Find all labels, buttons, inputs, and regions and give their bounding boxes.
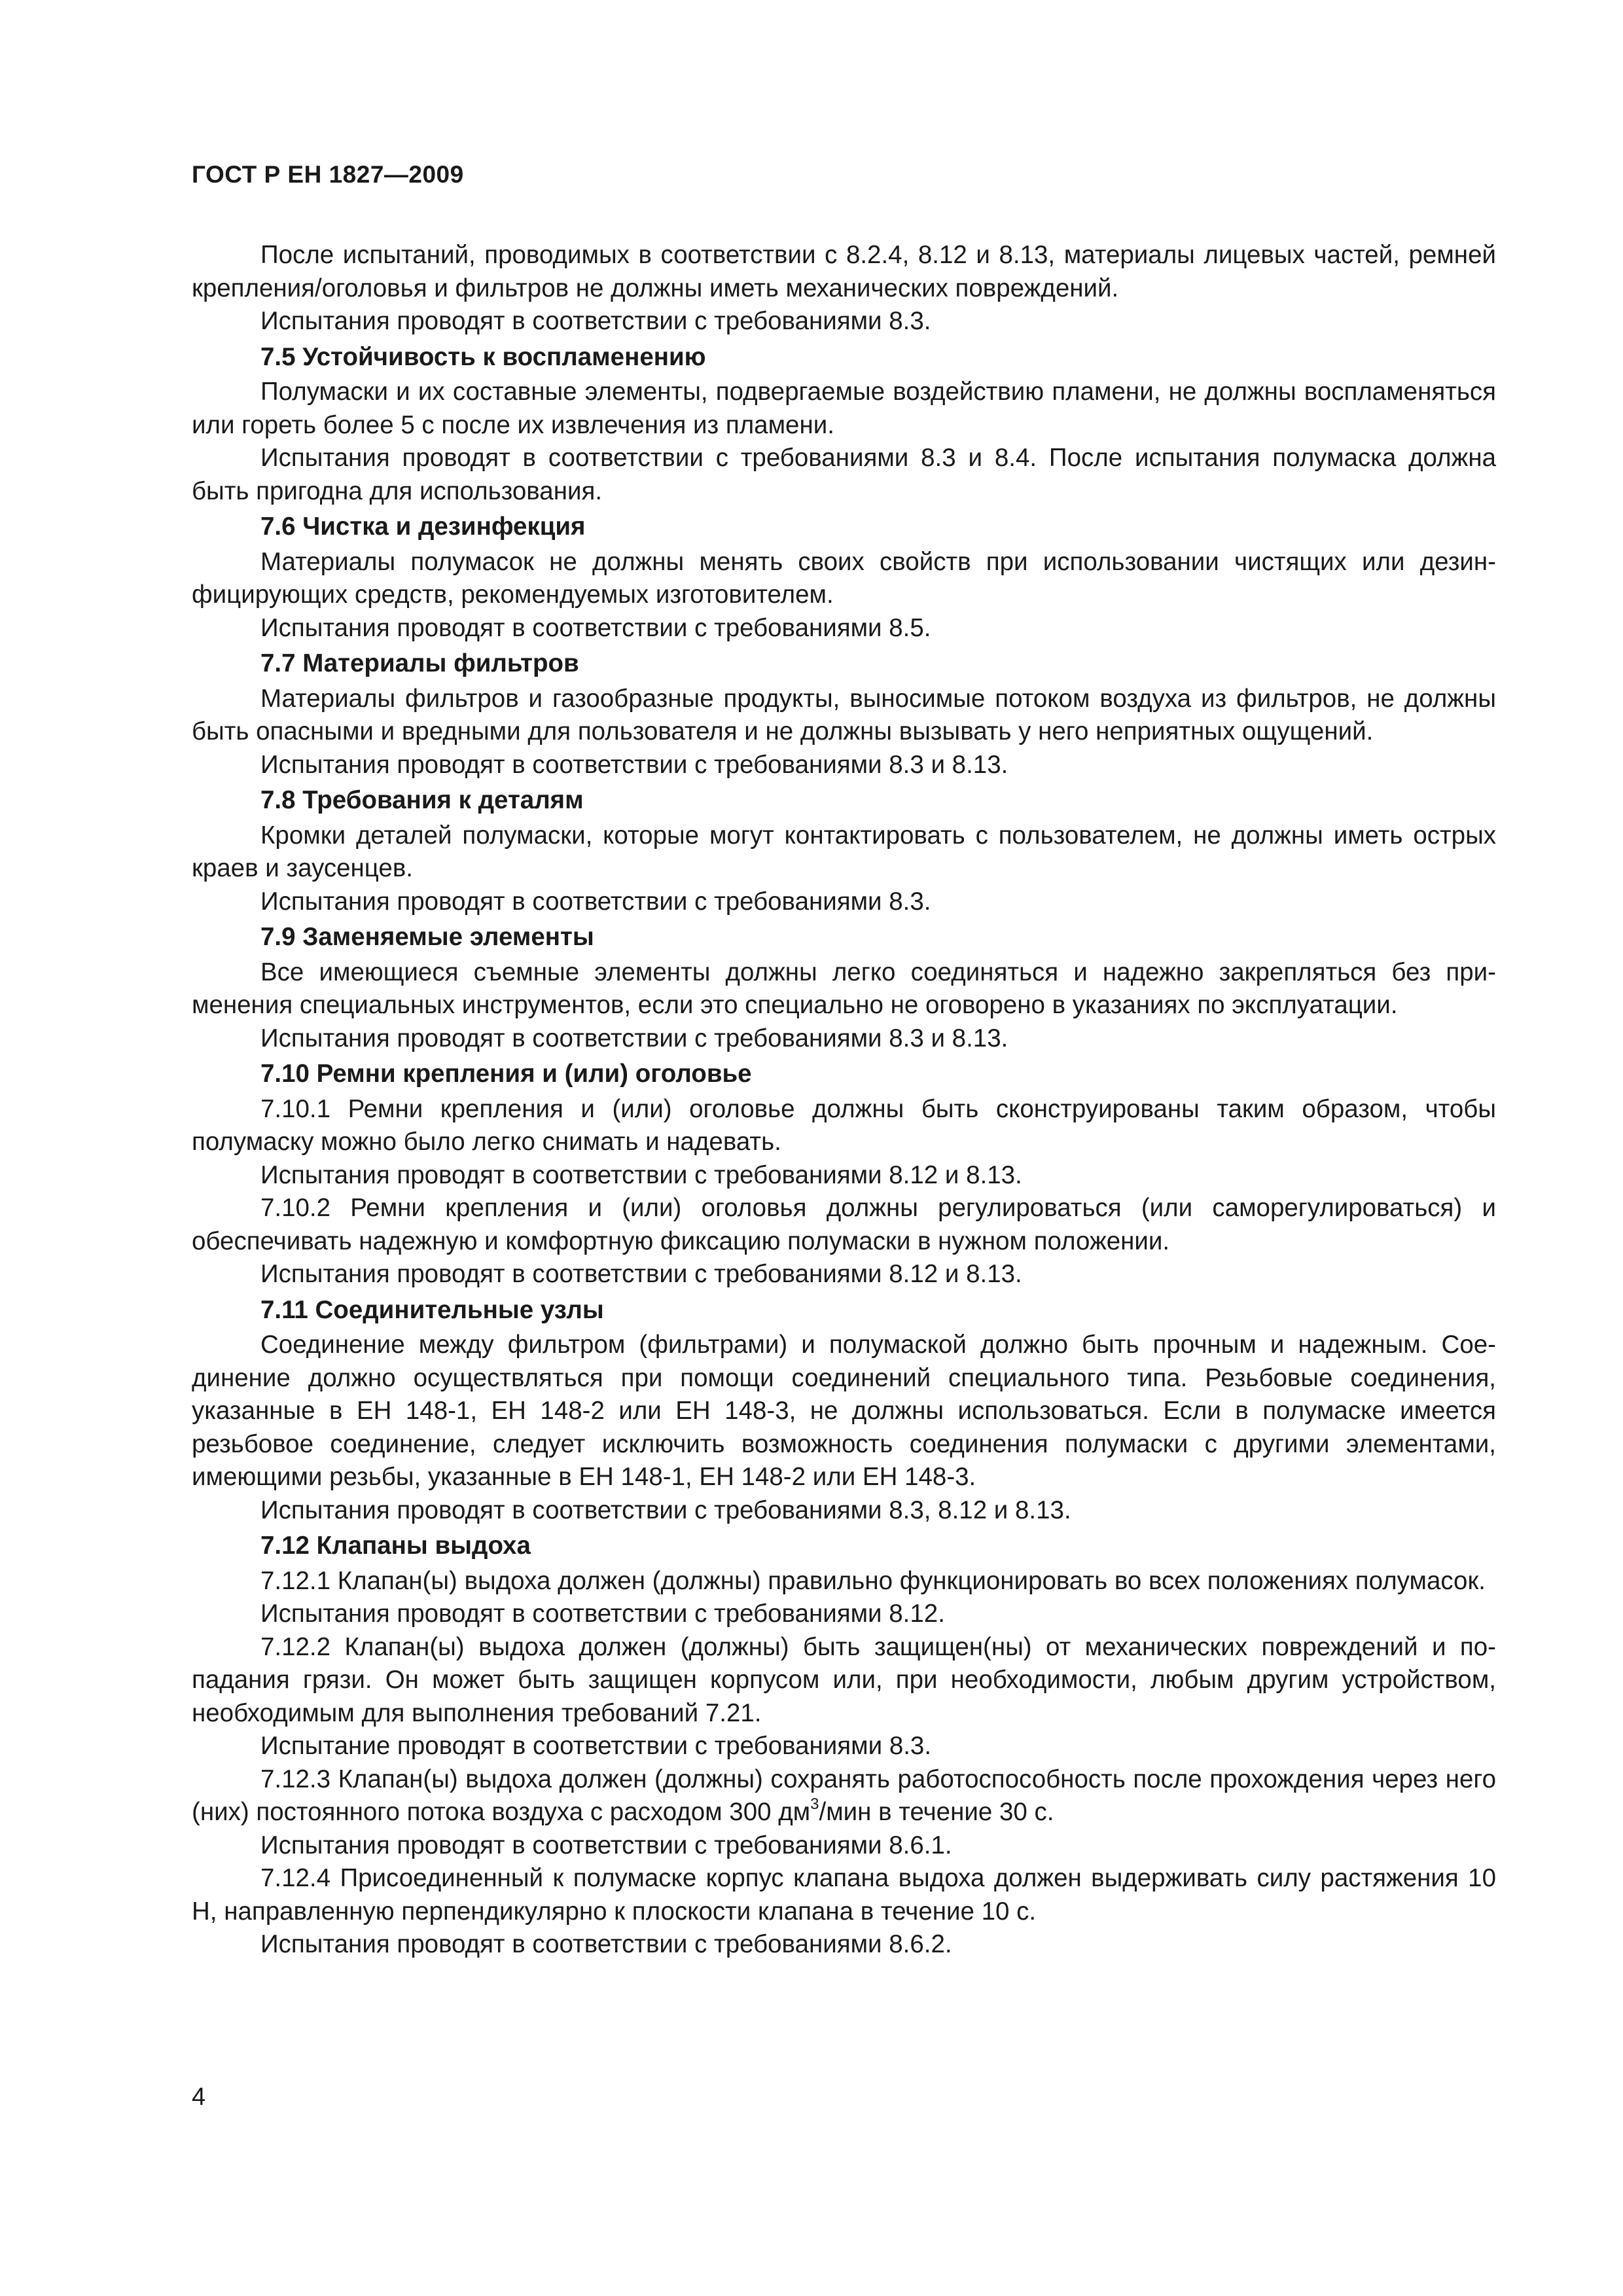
paragraph: Испытания проводят в соответствии с требованиями 8.3, 8.12 и 8.13.: [260, 1496, 1071, 1524]
paragraph: 7.12.2 Клапан(ы) выдоха должен (должны) быть защищен(ны) от механических повреждений и попадания грязи. Он может быть защищен корпусом или, при необходимости, любым другим устройством, необходимым для выполнения требований 7.21.: [192, 1632, 1496, 1727]
section-heading: 7.10 Ремни крепления и (или) оголовье: [260, 1060, 752, 1088]
paragraph: Материалы полумасок не должны менять своих свойств при использовании чистящих или дезинфицирующих средств, рекомендуемых изготовителем.: [192, 547, 1496, 609]
paragraph: Испытания проводят в соответствии с требованиями 8.12 и 8.13.: [260, 1160, 1022, 1189]
paragraph: Испытания проводят в соответствии с требованиями 8.3 и 8.13.: [260, 1024, 1008, 1052]
section-heading: 7.5 Устойчивость к воспламенению: [260, 342, 706, 371]
section-heading: 7.7 Материалы фильтров: [260, 649, 579, 677]
paragraph-text: 7.12.3 Клапан(ы) выдоха должен (должны) сохранять работоспособность после прохождения через него (них) постоянного потока воздуха с расходом 300 дм: [192, 1765, 1496, 1826]
section-heading: 7.12 Клапаны выдоха: [260, 1532, 531, 1560]
paragraph: Соединение между фильтром (фильтрами) и полумаской должно быть прочным и надежным. Соединение должно осуществляться при помощи соединений специального типа. Резьбовые соединения, указанные в ЕН 148-1, ЕН 148-2 или ЕН 148-3, не должны использоваться. Если в полумаске имеется резьбовое соединение, следует исключить возможность соединения полумаски с другими элементами, имеющими резьбы, указанные в ЕН 148-1, ЕН 148-2 или ЕН 148-3.: [192, 1331, 1496, 1491]
paragraph: Испытания проводят в соответствии с требованиями 8.12 и 8.13.: [260, 1260, 1022, 1288]
paragraph: Испытания проводят в соответствии с требованиями 8.5.: [260, 613, 931, 642]
paragraph: Испытания проводят в соответствии с требованиями 8.3 и 8.13.: [260, 750, 1008, 779]
superscript: 3: [810, 1795, 819, 1814]
paragraph: Испытания проводят в соответствии с требованиями 8.12.: [260, 1600, 945, 1628]
paragraph: Испытания проводят в соответствии с требованиями 8.3.: [260, 307, 931, 335]
paragraph: Испытания проводят в соответствии с требованиями 8.6.1.: [260, 1831, 952, 1859]
paragraph: Материалы фильтров и газообразные продукты, выносимые потоком воздуха из фильтров, не должны быть опасными и вредными для пользователя и не должны вызывать у него неприятных ощущений.: [192, 684, 1496, 745]
paragraph-text: /мин в течение 30 с.: [819, 1798, 1054, 1826]
document-header: ГОСТ Р ЕН 1827—2009: [192, 161, 464, 188]
document-body: [192, 239, 1496, 1962]
paragraph: 7.12.1 Клапан(ы) выдоха должен (должны) правильно функционировать во всех положениях полумасок.: [260, 1566, 1486, 1595]
paragraph: 7.10.2 Ремни крепления и (или) оголовья должны регулироваться (или саморегулироваться) и обеспечивать надежную и комфортную фиксацию полумаски в нужном положении.: [192, 1194, 1496, 1255]
paragraph: Кромки деталей полумаски, которые могут контактировать с пользователем, не должны иметь острых краев и заусенцев.: [192, 821, 1496, 882]
paragraph-with-superscript: [192, 1763, 1496, 1829]
paragraph: Испытание проводят в соответствии с требованиями 8.3.: [260, 1732, 932, 1760]
section-heading: 7.6 Чистка и дезинфекция: [260, 512, 586, 541]
section-heading: 7.8 Требования к деталям: [260, 786, 584, 814]
paragraph: Испытания проводят в соответствии с требованиями 8.6.2.: [260, 1930, 952, 1958]
page-number: 4: [192, 2083, 206, 2111]
section-heading: 7.11 Соединительные узлы: [260, 1295, 604, 1324]
paragraph: Испытания проводят в соответствии с требованиями 8.3 и 8.4. После испытания полумаска должна быть пригодна для использования.: [192, 444, 1496, 505]
paragraph: Все имеющиеся съемные элементы должны легко соединяться и надежно закрепляться без применения специальных инструментов, если это специально не оговорено в указаниях по эксплуатации.: [192, 958, 1496, 1019]
paragraph: Полумаски и их составные элементы, подвергаемые воздействию пламени, не должны воспламеняться или гореть более 5 с после их извлечения из пламени.: [192, 378, 1496, 439]
paragraph: Испытания проводят в соответствии с требованиями 8.3.: [260, 887, 931, 916]
paragraph: 7.10.1 Ремни крепления и (или) оголовье должны быть сконструированы таким образом, чтобы полумаску можно было легко снимать и надевать.: [192, 1094, 1496, 1156]
section-heading: 7.9 Заменяемые элементы: [260, 923, 594, 951]
paragraph: После испытаний, проводимых в соответствии с 8.2.4, 8.12 и 8.13, материалы лицевых частей, ремней крепления/оголовья и фильтров не должны иметь механических повреждений.: [192, 241, 1496, 302]
paragraph: 7.12.4 Присоединенный к полумаске корпус клапана выдоха должен выдерживать силу растяжения 10 Н, направленную перпендикулярно к плоскости клапана в течение 10 с.: [192, 1864, 1496, 1926]
